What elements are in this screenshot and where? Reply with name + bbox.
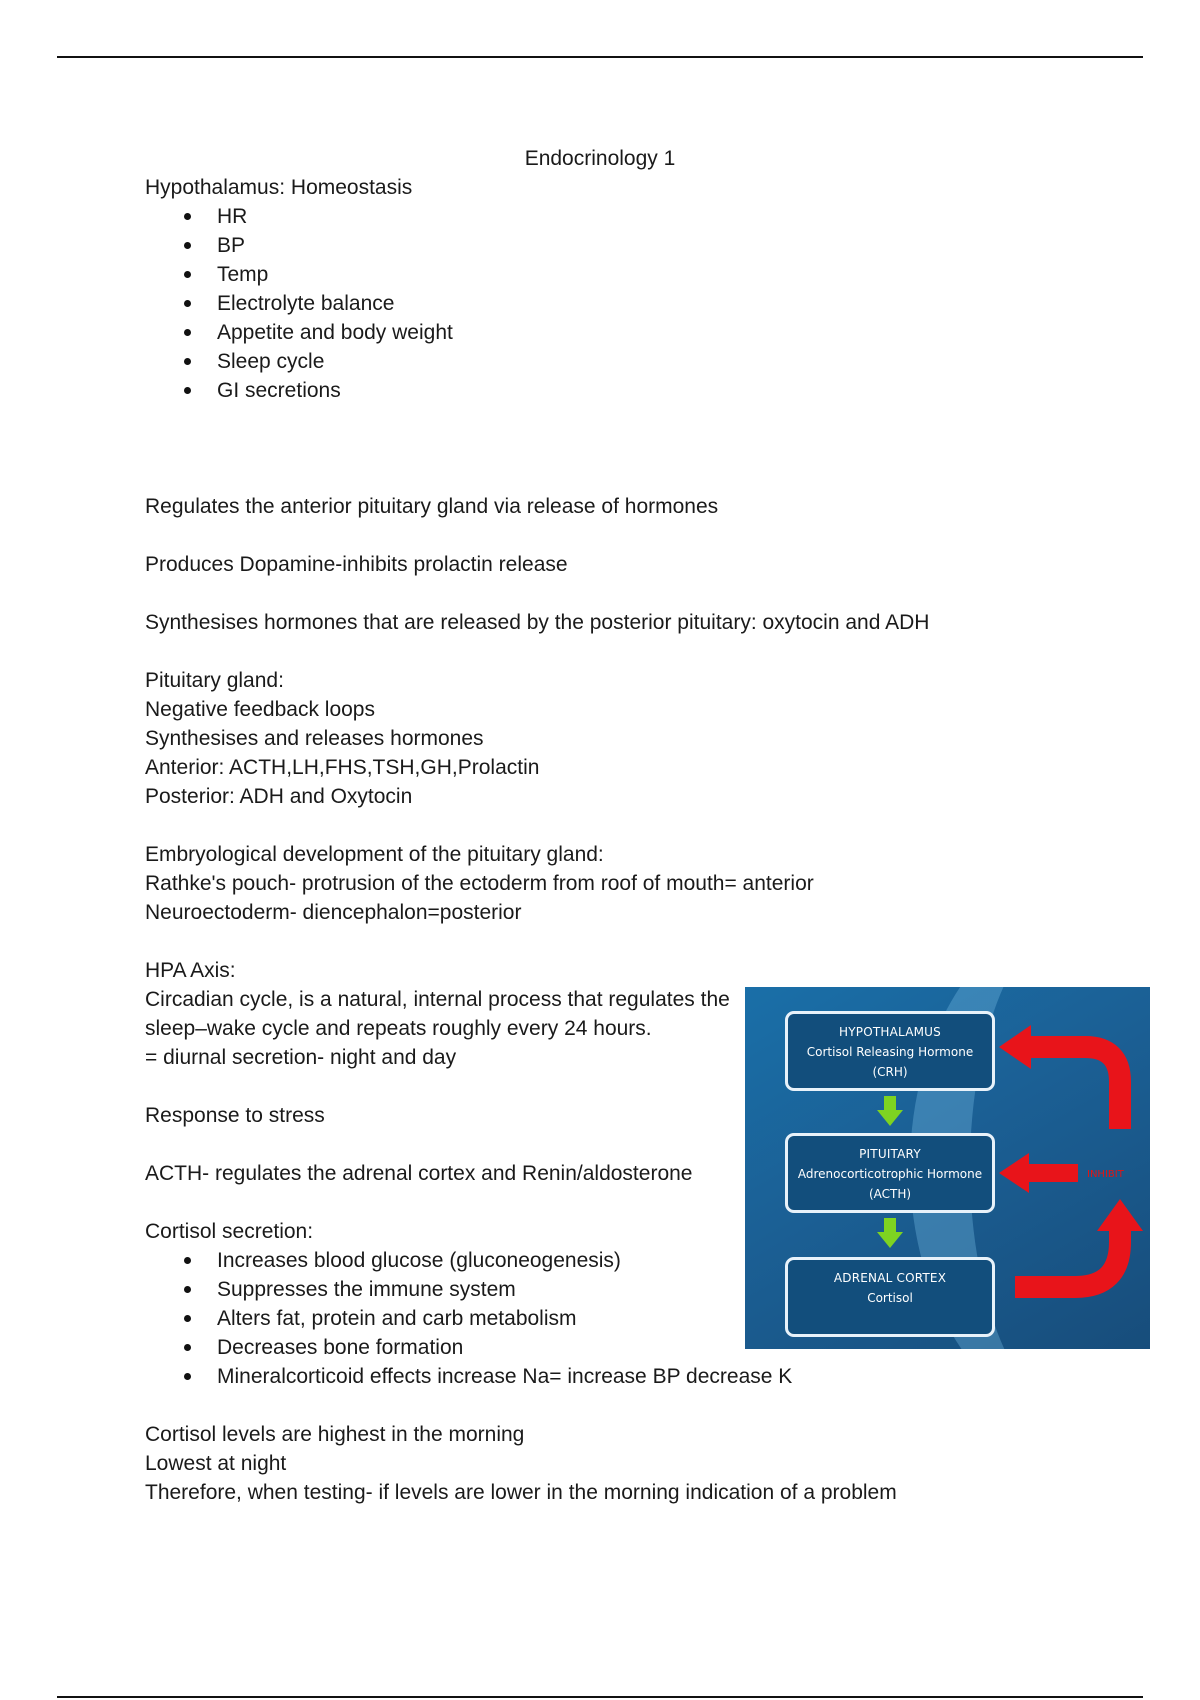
- box-text: (ACTH): [868, 1187, 912, 1201]
- adrenal-cortex-box: [785, 1257, 995, 1337]
- list-item: Alters fat, protein and carb metabolism: [145, 1304, 1145, 1333]
- hypothalamus-list: [145, 202, 1145, 405]
- box-text: (CRH): [872, 1065, 908, 1079]
- spacer: [145, 1130, 735, 1159]
- feedback-arrowhead-up: [1097, 1199, 1143, 1231]
- pituitary-box: [785, 1133, 995, 1213]
- list-item: GI secretions: [145, 376, 1145, 405]
- levels-line: Lowest at night: [145, 1452, 287, 1475]
- spacer: [145, 463, 1145, 492]
- pituitary-line: Posterior: ADH and Oxytocin: [145, 785, 413, 808]
- spacer: [145, 1072, 735, 1101]
- box-text: Cortisol: [867, 1291, 913, 1305]
- spacer: [145, 405, 1145, 463]
- embryology-line: Rathke's pouch- protrusion of the ectoderm from roof of mouth= anterior: [145, 872, 814, 895]
- inhibit-label: INHIBIT: [1087, 1169, 1124, 1180]
- top-rule: [57, 56, 1143, 58]
- embryology-heading: Embryological development of the pituitary gland:: [145, 843, 604, 866]
- hpa-heading: HPA Axis:: [145, 959, 236, 982]
- pituitary-heading: Pituitary gland:: [145, 669, 284, 692]
- list-item: Suppresses the immune system: [145, 1275, 1145, 1304]
- box-text: Adrenocorticotrophic Hormone: [797, 1167, 983, 1181]
- page-title: Endocrinology 1: [524, 147, 676, 170]
- spacer: [145, 579, 1145, 608]
- feedback-arrow-from-adrenal: [1015, 1227, 1120, 1287]
- bottom-rule: [57, 1696, 1143, 1698]
- spacer: [145, 1188, 735, 1217]
- spacer: [145, 521, 1145, 550]
- spacer: [145, 1391, 1145, 1420]
- spacer: [145, 637, 1145, 666]
- stress-text: Response to stress: [145, 1104, 325, 1127]
- list-item: Increases blood glucose (gluconeogenesis): [145, 1246, 1145, 1275]
- levels-line: Therefore, when testing- if levels are lower in the morning indication of a problem: [145, 1481, 897, 1504]
- spacer: [145, 927, 1145, 956]
- pituitary-line: Negative feedback loops: [145, 698, 375, 721]
- feedback-arrowhead-hypothalamus: [999, 1025, 1031, 1069]
- synthesises-statement: Synthesises hormones that are released by the posterior pituitary: oxytocin and ADH: [145, 611, 930, 634]
- hpa-axis-diagram: [745, 987, 1150, 1349]
- box-text: Cortisol Releasing Hormone: [806, 1045, 974, 1059]
- embryology-line: Neuroectoderm- diencephalon=posterior: [145, 901, 522, 924]
- feedback-arrow-to-hypothalamus: [1025, 1047, 1120, 1129]
- list-item: HR: [145, 202, 1145, 231]
- spacer: [145, 811, 1145, 840]
- list-item: Temp: [145, 260, 1145, 289]
- dopamine-statement: Produces Dopamine-inhibits prolactin release: [145, 553, 568, 576]
- hypothalamus-box: [785, 1011, 995, 1091]
- pituitary-line: Synthesises and releases hormones: [145, 727, 484, 750]
- down-arrow-icon: [877, 1218, 903, 1248]
- down-arrow-icon: [877, 1096, 903, 1126]
- feedback-arrowhead-pituitary: [999, 1153, 1029, 1193]
- acth-text: ACTH- regulates the adrenal cortex and Renin/aldosterone: [145, 1162, 693, 1185]
- box-title: HYPOTHALAMUS: [839, 1025, 941, 1039]
- list-item: Electrolyte balance: [145, 289, 1145, 318]
- regulates-statement: Regulates the anterior pituitary gland via release of hormones: [145, 495, 719, 518]
- feedback-arrow-to-pituitary: [1023, 1164, 1078, 1182]
- hpa-text-block: [145, 985, 735, 1217]
- cortisol-heading: Cortisol secretion:: [145, 1220, 314, 1243]
- hypothalamus-heading: Hypothalamus: Homeostasis: [145, 176, 413, 199]
- list-item: Mineralcorticoid effects increase Na= increase BP decrease K: [145, 1362, 1145, 1391]
- list-item: Appetite and body weight: [145, 318, 1145, 347]
- box-title: ADRENAL CORTEX: [833, 1271, 947, 1285]
- circadian-text: Circadian cycle, is a natural, internal process that regulates the sleep–wake cycle and repeats roughly every 24 hours.: [145, 988, 730, 1040]
- list-item: Decreases bone formation: [145, 1333, 1145, 1362]
- pituitary-line: Anterior: ACTH,LH,FHS,TSH,GH,Prolactin: [145, 756, 540, 779]
- box-title: PITUITARY: [859, 1147, 921, 1161]
- list-item: Sleep cycle: [145, 347, 1145, 376]
- list-item: BP: [145, 231, 1145, 260]
- diurnal-text: = diurnal secretion- night and day: [145, 1046, 457, 1069]
- levels-line: Cortisol levels are highest in the morning: [145, 1423, 525, 1446]
